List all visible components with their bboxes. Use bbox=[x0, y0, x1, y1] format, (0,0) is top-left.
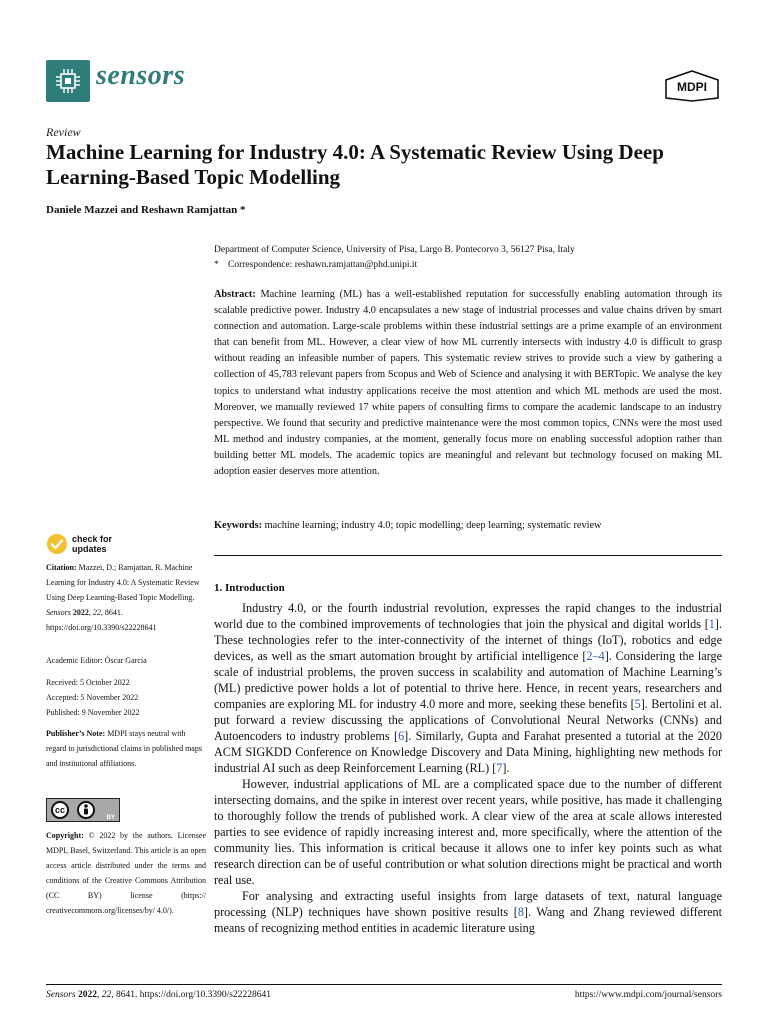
section-heading-introduction: 1. Introduction bbox=[214, 582, 285, 594]
citation-ref-1[interactable]: 1 bbox=[708, 617, 715, 631]
introduction-body bbox=[214, 600, 722, 936]
keywords bbox=[214, 520, 722, 531]
abstract-label: Abstract: bbox=[214, 289, 256, 300]
p3-text-a: For analysing and extracting useful insights from large datasets of text, natural language processing (NLP) techniques have shown positive results [ bbox=[214, 889, 722, 919]
chip-icon bbox=[53, 66, 83, 96]
correspondence-mark: * bbox=[214, 260, 219, 270]
person-icon bbox=[81, 804, 91, 816]
citation-label: Citation: bbox=[46, 563, 77, 572]
correspondence-text: Correspondence: reshawn.ramjattan@phd.unipi.it bbox=[228, 260, 418, 270]
copyright-text: © 2022 by the authors. Licensee MDPI, Basel, Switzerland. This article is an open access article distributed under the terms and conditions of the Creative Commons Attribution (CC BY) license (https:// creativecommons.org/licenses/by/ 4.0/). bbox=[46, 831, 207, 915]
mdpi-logo bbox=[664, 70, 720, 102]
dates-block bbox=[46, 675, 206, 720]
check-updates-icon bbox=[46, 533, 68, 555]
p1-text-a: Industry 4.0, or the fourth industrial revolution, expresses the rapid changes to the industrial world due to the combined improvements of technologies that join the physical and digital worlds [ bbox=[214, 601, 722, 631]
by-person-icon bbox=[77, 801, 95, 819]
academic-editor: Academic Editor: Óscar García bbox=[46, 656, 147, 665]
intro-paragraph-3 bbox=[214, 888, 722, 936]
affiliation-block bbox=[214, 243, 734, 273]
footer-journal: Sensors bbox=[46, 990, 76, 1000]
footer-journal-url[interactable]: https://www.mdpi.com/journal/sensors bbox=[574, 990, 722, 1000]
publisher-note-label: Publisher’s Note: bbox=[46, 729, 106, 738]
intro-paragraph-2: However, industrial applications of ML are a complicated space due to the number of different intersecting domains, and the spike in interest over recent years, while positive, has made it challenging to thoroughly follow the trends of published work. A clear view of the area at scale allows interested parties to see evidence of rapidly increasing interest and, more specifically, where the attention of the community lies. This information is critical because it allows one to infer key points such as what research direction can be of useful contribution or what solution directions might be practical and worth real use. bbox=[214, 777, 722, 887]
sensors-logo bbox=[46, 60, 90, 102]
citation-block: Citation: Mazzei, D.; Ramjattan, R. Machine Learning for Industry 4.0: A Systematic Review Using Deep Learning-Based Topic Modelling. Sensors 2022, 22, 8641. https://doi.org/10.3390/s22228641 bbox=[46, 563, 200, 632]
citation-year: 2022 bbox=[72, 608, 89, 617]
authors: Daniele Mazzei and Reshawn Ramjattan * bbox=[46, 204, 246, 216]
citation-ref-5[interactable]: 5 bbox=[634, 697, 641, 711]
citation-journal: Sensors bbox=[46, 608, 71, 617]
abstract bbox=[214, 287, 722, 480]
copyright-block bbox=[46, 828, 206, 918]
check-line1: check for bbox=[72, 534, 113, 544]
paper-title: Machine Learning for Industry 4.0: A Systematic Review Using Deep Learning-Based Topic Modelling bbox=[46, 140, 664, 189]
publisher-note-text: MDPI stays neutral with regard to jurisdictional claims in published maps and institutional affiliations. bbox=[46, 729, 202, 768]
abstract-divider bbox=[214, 555, 722, 556]
keywords-text: machine learning; industry 4.0; topic modelling; deep learning; systematic review bbox=[264, 520, 602, 531]
p1-text-f: ]. bbox=[502, 761, 510, 775]
footer-divider bbox=[46, 984, 722, 985]
citation-rest[interactable]: , 8641. https://doi.org/10.3390/s22228641 bbox=[46, 608, 157, 632]
citation-ref-2-4[interactable]: 2–4 bbox=[586, 649, 605, 663]
p1-text-e: ]. Similarly, Gupta and Farahat presented a tutorial at the 2020 ACM SIGKDD Conference on Knowledge Discovery and Data Mining, highlighting new methods for industrial AI such as deep Reinforcement Learning (RL) [ bbox=[214, 729, 722, 775]
cc-icon: cc bbox=[51, 801, 69, 819]
citation-volume: 22 bbox=[92, 608, 101, 617]
keywords-label: Keywords: bbox=[214, 520, 263, 531]
citation-text: Mazzei, D.; Ramjattan, R. Machine Learning for Industry 4.0: A Systematic Review Using Deep Learning-Based Topic Modelling. bbox=[46, 563, 200, 602]
article-type: Review bbox=[46, 125, 81, 139]
footer-year: 2022 bbox=[77, 990, 97, 1000]
footer-rest[interactable]: , 8641. https://doi.org/10.3390/s22228641 bbox=[111, 990, 271, 1000]
received-date: Received: 5 October 2022 bbox=[46, 678, 130, 687]
footer-volume: 22 bbox=[101, 990, 112, 1000]
journal-name: sensors bbox=[96, 60, 186, 91]
citation-ref-7[interactable]: 7 bbox=[496, 761, 503, 775]
mdpi-label: MDPI bbox=[677, 80, 707, 94]
intro-paragraph-1 bbox=[214, 600, 722, 776]
p3-text-b: ]. Wang and Zhang reviewed different means of recognizing method entities in academic literature using bbox=[214, 905, 723, 935]
p1-text-b: ]. These technologies refer to the inter-connectivity of the internet of things (IoT), robotics and edge devices, as well as the smart automation brought by artificial intelligence [ bbox=[214, 617, 722, 663]
citation-ref-6[interactable]: 6 bbox=[398, 729, 405, 743]
cc-by-license-badge[interactable] bbox=[46, 798, 120, 822]
abstract-text: Machine learning (ML) has a well-established reputation for successfully enabling automation through its scalable predictive power. Industry 4.0 encapsulates a new stage of industrial processes and value chains driven by smart connection and automation. Large-scale problems within these industrial settings are a prime example of an environment that can benefit from ML. However, a clear view of how ML currently intersects with industry 4.0 is difficult to grasp without reading an infeasible number of papers. This systematic review strives to provide such a view by gathering a collection of 45,783 relevant papers from Scopus and Web of Science and analysing it with BERTopic. We analyse the key topics to understand what industry applications receive the most attention and which ML methods are used the most. Moreover, we manually reviewed 17 white papers of consulting firms to compare the academic landscape to an industry perspective. We found that security and predictive maintenance were the most common topics, CNNs were the most used ML method and industry companies, at the moment, generally focus more on enabling successful adoption rather than building better ML models. The academic topics are meaningful and relevant but technology focused on making ML adoption easier deserves more attention. bbox=[214, 289, 722, 478]
check-for-updates-badge[interactable] bbox=[46, 533, 112, 555]
affiliation: Department of Computer Science, University of Pisa, Largo B. Pontecorvo 3, 56127 Pisa, Italy bbox=[214, 245, 575, 255]
by-label: BY bbox=[106, 815, 115, 821]
p1-text-d: ]. Bertolini et al. put forward a review discussing the applications of Convolutional Neural Networks (CNNs) and Autoencoders to industry problems [ bbox=[214, 697, 722, 743]
copyright-label: Copyright: bbox=[46, 831, 84, 840]
publisher-note bbox=[46, 726, 206, 771]
check-line2: updates bbox=[72, 544, 107, 554]
footer-citation: Sensors 2022, 22, 8641. https://doi.org/10.3390/s22228641 bbox=[46, 990, 271, 1000]
correspondence bbox=[214, 258, 734, 273]
p1-text-c: ]. Considering the large scale of industrial problems, the proven success in scalability and automation of Machine Learning’s (ML) predictive power holds a lot of potential to thrive here. Hence, in recent years, researchers and companies are exploring ML for industry 4.0 more and more, seeking these benefits [ bbox=[214, 649, 722, 711]
accepted-date: Accepted: 5 November 2022 bbox=[46, 693, 139, 702]
published-date: Published: 9 November 2022 bbox=[46, 708, 140, 717]
citation-ref-8[interactable]: 8 bbox=[517, 905, 524, 919]
